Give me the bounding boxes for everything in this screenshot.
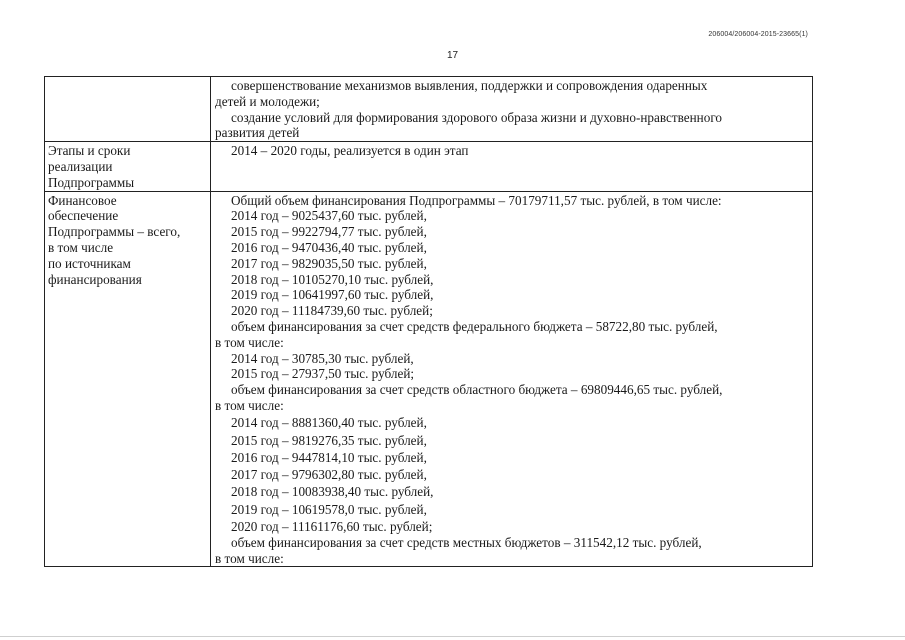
row-content-line: 2014 год – 9025437,60 тыс. рублей, xyxy=(231,208,427,224)
row-content-line: объем финансирования за счет средств федерального бюджета – 58722,80 тыс. рублей, xyxy=(231,318,718,334)
row-content-line: 2016 год – 9470436,40 тыс. рублей, xyxy=(231,239,427,255)
page-bottom-rule xyxy=(0,636,905,637)
row-content-line: создание условий для формирования здорового образа жизни и духовно-нравственного xyxy=(231,109,722,125)
row-content-line: объем финансирования за счет средств областного бюджета – 69809446,65 тыс. рублей, xyxy=(231,382,723,398)
row-label-line: обеспечение xyxy=(48,208,119,224)
row-content-line: Общий объем финансирования Подпрограммы – 70179711,57 тыс. рублей, в том числе: xyxy=(231,192,722,208)
row-content-line: в том числе: xyxy=(215,334,284,350)
page-number: 17 xyxy=(446,50,459,61)
row-label-line: финансирования xyxy=(48,271,142,287)
row-label-cell xyxy=(45,77,211,142)
row-content-line: 2014 – 2020 годы, реализуется в один этап xyxy=(231,143,469,159)
row-label-cell xyxy=(45,191,211,567)
row-content-line: объем финансирования за счет средств местных бюджетов – 311542,12 тыс. рублей, xyxy=(231,534,702,550)
row-label-cell xyxy=(45,142,211,191)
row-label-line: Финансовое xyxy=(48,192,117,208)
row-content-line: 2015 год – 27937,50 тыс. рублей; xyxy=(231,366,415,382)
row-content-line: в том числе: xyxy=(215,550,284,566)
row-content-cell xyxy=(211,142,813,191)
row-content-line: 2020 год – 11184739,60 тыс. рублей; xyxy=(231,303,433,319)
goals-continuation-row xyxy=(45,77,813,142)
row-content-line: 2020 год – 11161176,60 тыс. рублей; xyxy=(231,519,433,535)
document-id: 206004/206004-2015-23665(1) xyxy=(708,31,808,38)
row-content-line: 2018 год – 10105270,10 тыс. рублей, xyxy=(231,271,434,287)
row-content-line: 2019 год – 10619578,0 тыс. рублей, xyxy=(231,501,427,517)
row-label-line: в том числе xyxy=(48,239,114,255)
row-content-line: 2014 год – 8881360,40 тыс. рублей, xyxy=(231,415,427,431)
row-content-line: 2015 год – 9922794,77 тыс. рублей, xyxy=(231,224,427,240)
row-content-line: 2018 год – 10083938,40 тыс. рублей, xyxy=(231,484,434,500)
row-content-line: совершенствование механизмов выявления, поддержки и сопровождения одаренных xyxy=(231,78,708,93)
row-content-line: детей и молодежи; xyxy=(215,93,320,109)
row-label-line: Подпрограммы – всего, xyxy=(48,224,181,240)
row-label-line: реализации xyxy=(48,158,113,174)
row-content-line: в том числе: xyxy=(215,397,284,413)
row-content-line: 2017 год – 9829035,50 тыс. рублей, xyxy=(231,255,427,271)
subprogram-passport-table xyxy=(44,76,813,567)
stages-and-terms-row xyxy=(45,142,813,191)
row-content-line: 2019 год – 10641997,60 тыс. рублей, xyxy=(231,287,434,303)
row-content-line: 2014 год – 30785,30 тыс. рублей, xyxy=(231,350,414,366)
row-content-line: 2016 год – 9447814,10 тыс. рублей, xyxy=(231,449,427,465)
row-label-line: по источникам xyxy=(48,255,131,271)
row-label-line: Подпрограммы xyxy=(48,174,135,190)
row-content-line: развития детей xyxy=(215,125,300,141)
row-content-line: 2017 год – 9796302,80 тыс. рублей, xyxy=(231,467,427,483)
row-label-line: Этапы и сроки xyxy=(48,143,131,159)
row-content-cell xyxy=(211,77,813,142)
row-content-line: 2015 год – 9819276,35 тыс. рублей, xyxy=(231,432,427,448)
row-content-cell xyxy=(211,191,813,567)
financing-row xyxy=(45,191,813,567)
